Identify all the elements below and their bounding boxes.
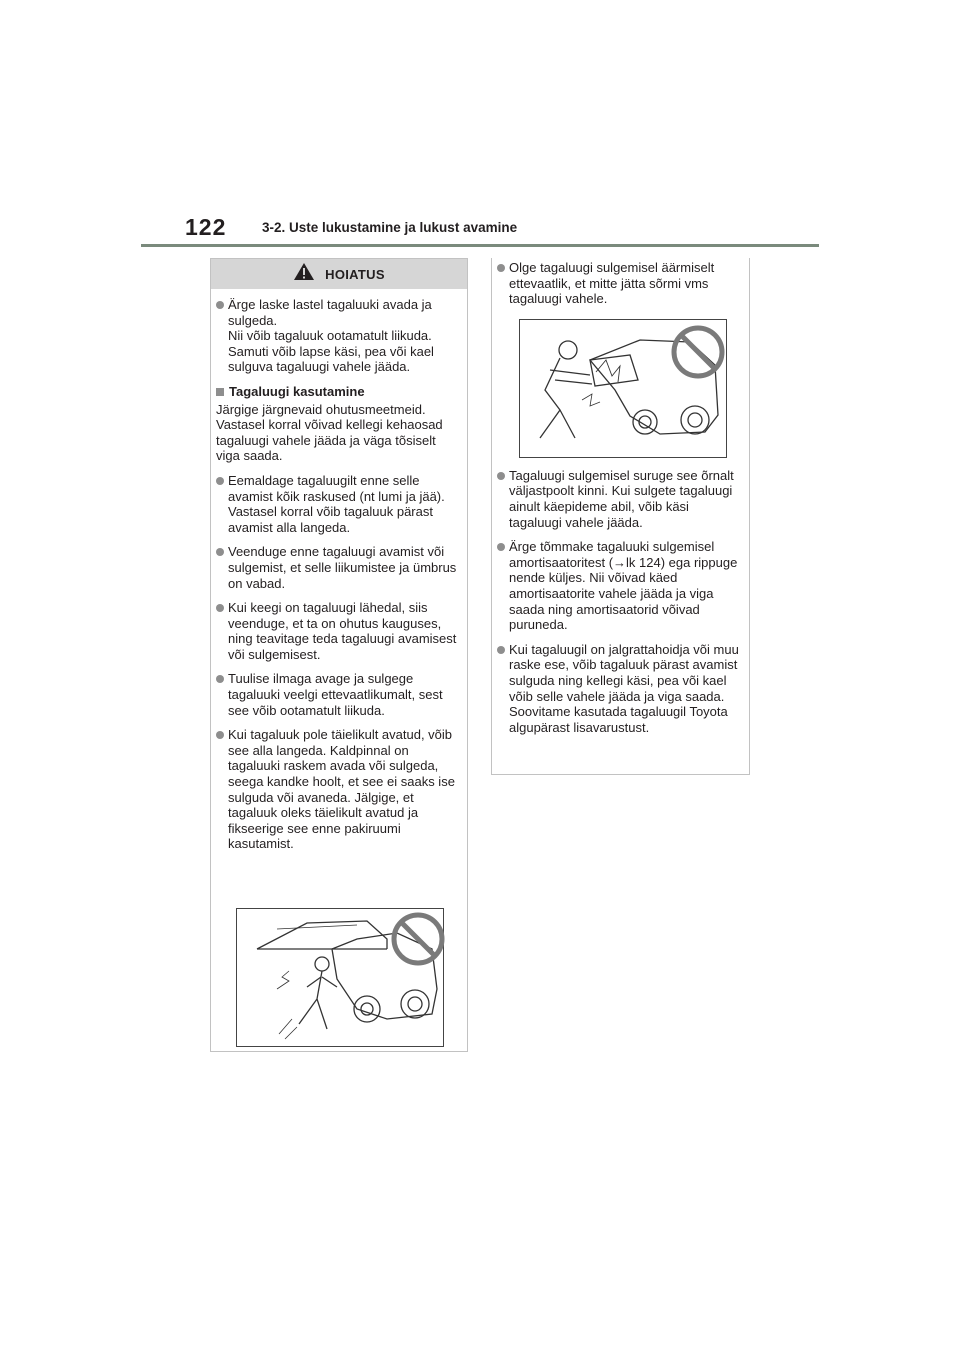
bullet-icon <box>216 731 224 739</box>
illustration-tailgate-falling <box>236 908 444 1047</box>
list-item <box>216 671 459 718</box>
subsection-title: Tagaluugi kasutamine <box>229 383 365 399</box>
list-item <box>497 468 741 530</box>
list-item-text: Eemaldage tagaluugilt enne selle avamist kõik raskused (nt lumi ja jää). Vastasel korral võib tagaluuk pärast avamist alla langeda. <box>228 472 445 535</box>
square-bullet-icon <box>216 388 224 396</box>
bullet-icon <box>216 675 224 683</box>
list-item-text: Kui tagaluugil on jalgrattahoidja või muu raske ese, võib tagaluuk pärast avamist sulguda ning kellegi käsi, pea või kael võib selle vahele jääda ja viga saada. Soovitame kasutada tagaluugil Toyota algupärast lisavarustust. <box>509 641 739 735</box>
list-item <box>497 642 741 736</box>
warning-intro-text: Ärge laske lastel tagaluuki avada ja sulgeda. Nii võib tagaluuk ootamatult liikuda. Samuti võib lapse käsi, pea või kael sulguva tagaluugi vahele jääda. <box>228 297 434 375</box>
bullet-icon <box>497 472 505 480</box>
page-number: 122 <box>185 214 227 240</box>
prohibited-icon <box>670 324 726 380</box>
list-item-text: Tagaluugi sulgemisel suruge see õrnalt väljastpoolt kinni. Kui sulgete tagaluugi ainult käepideme abil, võib käsi tagaluugi vahele jääda. <box>509 467 734 530</box>
warning-intro <box>216 297 459 375</box>
list-item-text: Kui keegi on tagaluugi lähedal, siis veenduge, et ta on ohutus kauguses, ning teavitage teda tagaluugi avamisest või sulgemisest. <box>228 600 457 662</box>
list-item-text: Ärge tõmmake tagaluuki sulgemisel amortisaatoritest (→lk 124) ega rippuge nende küljes. Nii võivad käed amortisaatorite vahele jääda ja viga saada ning amortisaatorid võivad puruneda. <box>509 539 738 633</box>
warning-box-continued <box>491 258 750 775</box>
illustration-finger-caught <box>519 319 727 458</box>
warning-label: HOIATUS <box>325 266 385 282</box>
list-item <box>216 600 459 662</box>
bullet-icon <box>216 477 224 485</box>
list-item <box>216 727 459 852</box>
list-item-text: Kui tagaluuk pole täielikult avatud, võib see alla langeda. Kaldpinnal on tagaluuki raskem avada või sulgeda, seega kandke hoolt, et see ei saaks ise sulguda või avaneda. Jälgige, et tagaluuk oleks täielikult avatud ja fikseerige see enne pakiruumi kasutamist. <box>228 727 455 852</box>
prohibited-icon <box>390 911 446 967</box>
warning-box <box>210 258 468 1052</box>
list-item-text: Tuulise ilmaga avage ja sulgege tagaluuki veelgi ettevaatlikumalt, sest see võib ootamatult liikuda. <box>228 671 443 718</box>
warning-triangle-icon <box>293 262 315 286</box>
bullet-icon <box>216 548 224 556</box>
subsection-heading <box>216 384 459 400</box>
list-item <box>497 260 741 307</box>
list-item <box>216 473 459 535</box>
bullet-icon <box>497 543 505 551</box>
list-item-text: Olge tagaluugi sulgemisel äärmiselt ettevaatlik, et mitte jätta sõrmi vms tagaluugi vahele. <box>509 260 715 307</box>
section-title: 3-2. Uste lukustamine ja lukust avamine <box>262 220 518 235</box>
list-item <box>497 539 741 633</box>
bullet-icon <box>216 301 224 309</box>
list-item-text: Veenduge enne tagaluugi avamist või sulgemist, et selle liikumistee ja ümbrus on vabad. <box>228 544 457 591</box>
header-divider <box>141 244 819 247</box>
warning-header <box>211 259 467 289</box>
bullet-icon <box>216 604 224 612</box>
subsection-text: Järgige järgnevaid ohutusmeetmeid. Vastasel korral võivad kellegi kehaosad tagaluugi vahele jääda ja väga tõsiselt viga saada. <box>216 401 443 464</box>
bullet-icon <box>497 646 505 654</box>
list-item <box>216 544 459 591</box>
bullet-icon <box>497 264 505 272</box>
